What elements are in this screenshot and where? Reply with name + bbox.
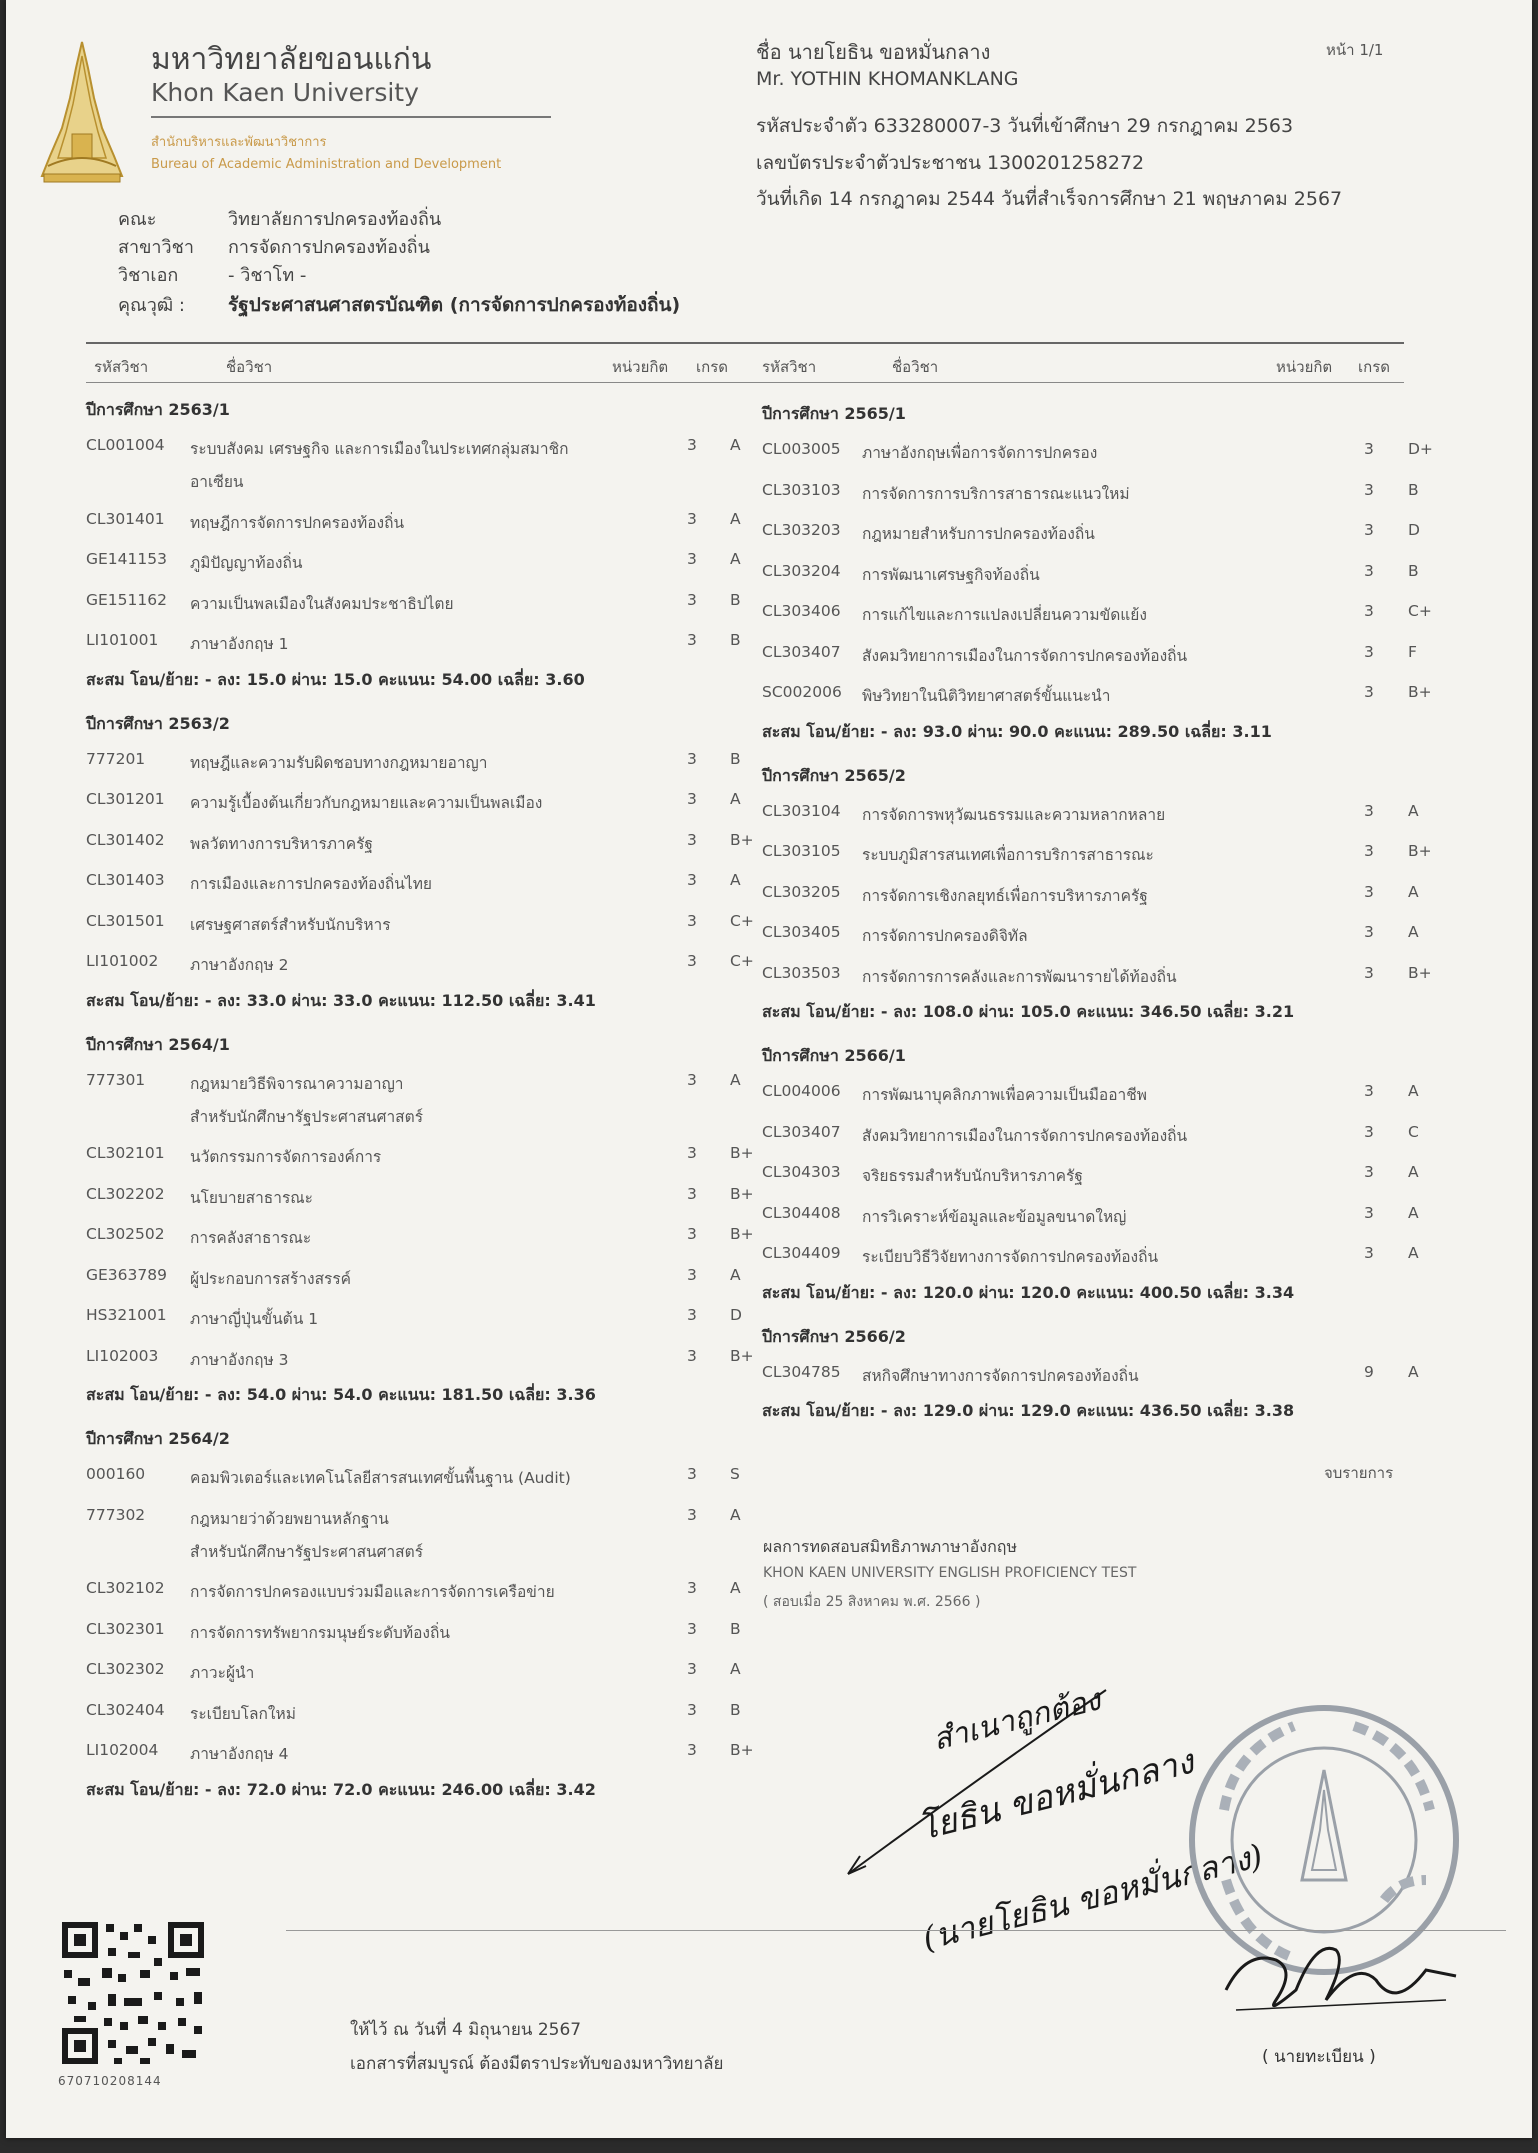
course-name: สหกิจศึกษาทางการจัดการปกครองท้องถิ่น (862, 1366, 1139, 1385)
course-credit: 3 (687, 1660, 697, 1678)
course-grade: C (1408, 1122, 1419, 1141)
course-code: CL303105 (762, 842, 841, 860)
course-name: การคลังสาธารณะ (190, 1229, 312, 1247)
course-name: ภูมิปัญญาท้องถิ่น (190, 554, 303, 572)
end-of-list: จบรายการ (1324, 1464, 1394, 1482)
english-test-name: KHON KAEN UNIVERSITY ENGLISH PROFICIENCY TEST (763, 1565, 1137, 1581)
registrar-signature (1206, 1920, 1466, 2030)
course-code: 777301 (86, 1070, 146, 1089)
registrar-label: ( นายทะเบียน ) (1262, 2047, 1376, 2067)
course-credit: 3 (687, 1505, 697, 1524)
transcript-page (6, 0, 1532, 2138)
course-name: การจัดการเชิงกลยุทธ์เพื่อการบริหารภาครัฐ (862, 886, 1148, 905)
course-name: คอมพิวเตอร์และเทคโนโลยีสารสนเทศขั้นพื้นฐาน (Audit) (190, 1469, 571, 1487)
term-summary: สะสม โอน/ย้าย: - ลง: 15.0 ผ่าน: 15.0 คะแนน: 54.00 เฉลี่ย: 3.60 (86, 669, 585, 689)
col-header-grade-left: เกรด (696, 358, 729, 376)
course-code: CL302102 (86, 1579, 165, 1597)
handwriting-line-1: สำเนาถูกต้อง (929, 1682, 1105, 1758)
course-name: การจัดการการคลังและการพัฒนารายได้ท้องถิ่น (862, 967, 1177, 986)
course-code: 777201 (86, 749, 146, 768)
course-credit: 3 (1364, 1203, 1374, 1222)
col-header-code-left: รหัสวิชา (94, 358, 149, 376)
student-name-th: ชื่อ นายโยธิน ขอหมั่นกลาง (756, 40, 991, 64)
course-credit: 3 (1364, 642, 1374, 661)
qr-code-icon (58, 1918, 208, 2068)
major-value: การจัดการปกครองท้องถิ่น (228, 237, 430, 258)
course-code: CL304303 (762, 1163, 841, 1181)
course-credit: 9 (1364, 1362, 1374, 1381)
course-credit: 3 (1364, 801, 1374, 820)
course-credit: 3 (687, 509, 697, 528)
term-heading: ปีการศึกษา 2564/1 (86, 1034, 230, 1054)
course-grade: B (1408, 480, 1419, 499)
course-grade: B+ (730, 1225, 754, 1243)
course-grade: C+ (1408, 602, 1432, 620)
course-credit: 3 (687, 1306, 697, 1324)
col-header-code-right: รหัสวิชา (762, 358, 817, 376)
course-name: ภาษาอังกฤษเพื่อการจัดการปกครอง (862, 444, 1098, 462)
course-credit: 3 (1364, 842, 1374, 860)
handwriting-line-3: (นายโยธิน ขอหมั่นกลาง) (918, 1836, 1267, 1958)
course-code: 777302 (86, 1505, 146, 1524)
course-grade: B (730, 590, 741, 609)
student-id-line: รหัสประจำตัว 633280007-3 วันที่เข้าศึกษา 29 กรกฎาคม 2563 (756, 115, 1294, 137)
course-code: CL303204 (762, 561, 841, 580)
faculty-label: คณะ (118, 209, 157, 230)
course-code: CL303406 (762, 602, 841, 620)
faculty-value: วิทยาลัยการปกครองท้องถิ่น (228, 209, 442, 230)
course-name: การเมืองและการปกครองท้องถิ่นไทย (190, 875, 432, 893)
course-grade: B+ (730, 1346, 754, 1365)
course-credit: 3 (687, 749, 697, 768)
bureau-name-en: Bureau of Academic Administration and Development (151, 157, 502, 172)
course-credit: 3 (687, 1225, 697, 1243)
course-name: จริยธรรมสำหรับนักบริหารภาครัฐ (862, 1167, 1083, 1185)
course-name: กฎหมายว่าด้วยพยานหลักฐาน (190, 1509, 389, 1528)
student-name-en: Mr. YOTHIN KHOMANKLANG (756, 68, 1019, 90)
issue-date: ให้ไว้ ณ วันที่ 4 มิถุนายน 2567 (350, 2020, 582, 2040)
course-grade: B+ (730, 830, 754, 849)
course-name: การพัฒนาบุคลิกภาพเพื่อความเป็นมืออาชีพ (862, 1086, 1147, 1104)
course-grade: A (1408, 801, 1419, 820)
course-credit: 3 (687, 1619, 697, 1638)
course-credit: 3 (687, 1265, 697, 1284)
course-credit: 3 (687, 790, 697, 808)
course-grade: A (1408, 1082, 1419, 1100)
term-summary: สะสม โอน/ย้าย: - ลง: 129.0 ผ่าน: 129.0 คะแนน: 436.50 เฉลี่ย: 3.38 (762, 1401, 1295, 1420)
course-name: ทฤษฎีและความรับผิดชอบทางกฎหมายอาญา (190, 753, 488, 772)
course-code: LI101002 (86, 952, 159, 970)
course-credit: 3 (687, 436, 697, 454)
course-code: CL303203 (762, 521, 841, 539)
course-code: CL301403 (86, 871, 165, 889)
course-credit: 3 (687, 911, 697, 930)
course-credit: 3 (687, 590, 697, 609)
footer-rule (286, 1930, 1506, 1931)
course-code: 000160 (86, 1465, 146, 1483)
course-credit: 3 (687, 952, 697, 970)
course-credit: 3 (687, 830, 697, 849)
handwriting-line-2: โยธิน ขอหมั่นกลาง (914, 1741, 1198, 1849)
course-grade: A (1408, 1244, 1419, 1262)
course-grade: B+ (730, 1184, 754, 1203)
course-name: การจัดการทรัพยากรมนุษย์ระดับท้องถิ่น (190, 1623, 450, 1642)
course-code: GE141153 (86, 550, 167, 568)
course-code: CL303407 (762, 1122, 841, 1141)
citizen-id-line: เลขบัตรประจำตัวประชาชน 1300201258272 (756, 152, 1145, 174)
course-grade: B (730, 1619, 741, 1638)
course-credit: 3 (687, 550, 697, 568)
course-name: ผู้ประกอบการสร้างสรรค์ (190, 1269, 352, 1288)
major-label: สาขาวิชา (118, 237, 194, 258)
course-credit: 3 (1364, 440, 1374, 458)
course-grade: B+ (730, 1741, 754, 1759)
course-name: นวัตกรรมการจัดการองค์การ (190, 1148, 382, 1166)
course-grade: A (1408, 1203, 1419, 1222)
course-code: CL303104 (762, 801, 841, 820)
course-name: กฎหมายวิธีพิจารณาความอาญา (190, 1074, 404, 1093)
course-code: CL004006 (762, 1082, 841, 1100)
course-name: เศรษฐศาสตร์สำหรับนักบริหาร (190, 915, 391, 934)
course-grade: A (730, 1070, 741, 1089)
university-logo-icon (36, 38, 128, 188)
term-summary: สะสม โอน/ย้าย: - ลง: 54.0 ผ่าน: 54.0 คะแนน: 181.50 เฉลี่ย: 3.36 (86, 1385, 596, 1404)
english-test-title: ผลการทดสอบสมิทธิภาพภาษาอังกฤษ (763, 1537, 1018, 1556)
course-grade: A (730, 1505, 741, 1524)
col-header-name-left: ชื่อวิชา (226, 358, 273, 376)
term-heading: ปีการศึกษา 2565/2 (762, 765, 906, 785)
course-grade: A (1408, 1362, 1419, 1381)
course-grade: S (730, 1465, 740, 1483)
course-credit: 3 (1364, 521, 1374, 539)
course-name: ภาษาญี่ปุ่นขั้นต้น 1 (190, 1310, 319, 1328)
course-name: ภาษาอังกฤษ 1 (190, 635, 289, 653)
course-name: การพัฒนาเศรษฐกิจท้องถิ่น (862, 565, 1040, 584)
course-code: LI101001 (86, 631, 159, 649)
course-name: สังคมวิทยาการเมืองในการจัดการปกครองท้องถิ่น (862, 646, 1188, 665)
course-name: ภาวะผู้นำ (190, 1664, 255, 1682)
course-code: CL301402 (86, 830, 165, 849)
course-name: การจัดการปกครองแบบร่วมมือและการจัดการเครือข่าย (190, 1583, 555, 1601)
course-name: สังคมวิทยาการเมืองในการจัดการปกครองท้องถิ่น (862, 1126, 1188, 1145)
course-credit: 3 (1364, 882, 1374, 901)
course-credit: 3 (1364, 963, 1374, 982)
course-credit: 3 (687, 1070, 697, 1089)
course-name: พิษวิทยาในนิติวิทยาศาสตร์ขั้นแนะนำ (862, 687, 1111, 705)
course-code: CL304785 (762, 1362, 841, 1381)
header-divider (151, 116, 551, 118)
course-code: CL303503 (762, 963, 841, 982)
course-code: CL003005 (762, 440, 841, 458)
term-heading: ปีการศึกษา 2564/2 (86, 1429, 230, 1448)
course-code: GE151162 (86, 590, 167, 609)
course-name-continued: สำหรับนักศึกษารัฐประศาสนศาสตร์ (190, 1542, 424, 1561)
term-summary: สะสม โอน/ย้าย: - ลง: 93.0 ผ่าน: 90.0 คะแนน: 289.50 เฉลี่ย: 3.11 (762, 721, 1272, 741)
course-grade: D+ (1408, 440, 1433, 458)
course-grade: B+ (1408, 683, 1432, 701)
col-header-grade-right: เกรด (1358, 358, 1391, 376)
col-header-name-right: ชื่อวิชา (892, 358, 939, 376)
course-code: CL304409 (762, 1244, 841, 1262)
minor-value: - วิชาโท - (228, 265, 307, 286)
course-code: LI102003 (86, 1346, 159, 1365)
term-summary: สะสม โอน/ย้าย: - ลง: 120.0 ผ่าน: 120.0 คะแนน: 400.50 เฉลี่ย: 3.34 (762, 1282, 1295, 1302)
course-credit: 3 (1364, 683, 1374, 701)
course-grade: A (1408, 923, 1419, 941)
course-grade: B+ (730, 1144, 754, 1162)
course-credit: 3 (1364, 923, 1374, 941)
course-grade: A (730, 790, 741, 808)
course-grade: A (730, 550, 741, 568)
course-grade: B (1408, 561, 1419, 580)
course-code: CL302502 (86, 1225, 165, 1243)
course-code: CL303103 (762, 480, 841, 499)
course-grade: C+ (730, 952, 754, 970)
course-code: GE363789 (86, 1265, 167, 1284)
course-grade: A (730, 1265, 741, 1284)
term-heading: ปีการศึกษา 2565/1 (762, 404, 906, 423)
course-credit: 3 (687, 631, 697, 649)
course-name: ภาษาอังกฤษ 4 (190, 1745, 289, 1763)
course-name: ระเบียบโลกใหม่ (190, 1704, 296, 1723)
course-grade: B (730, 631, 741, 649)
course-code: CL301201 (86, 790, 165, 808)
course-code: CL302202 (86, 1184, 165, 1203)
birth-graduation-line: วันที่เกิด 14 กรกฎาคม 2544 วันที่สำเร็จการศึกษา 21 พฤษภาคม 2567 (756, 188, 1343, 210)
col-header-credit-right: หน่วยกิต (1276, 358, 1333, 376)
course-credit: 3 (687, 1579, 697, 1597)
col-header-credit-left: หน่วยกิต (612, 358, 669, 376)
course-name: การแก้ไขและการแปลงเปลี่ยนความขัดแย้ง (862, 606, 1147, 624)
course-credit: 3 (1364, 1082, 1374, 1100)
term-summary: สะสม โอน/ย้าย: - ลง: 72.0 ผ่าน: 72.0 คะแนน: 246.00 เฉลี่ย: 3.42 (86, 1779, 596, 1799)
course-code: CL301501 (86, 911, 165, 930)
course-grade: F (1408, 642, 1417, 661)
course-credit: 3 (1364, 561, 1374, 580)
course-grade: A (730, 1579, 741, 1597)
course-name-continued: สำหรับนักศึกษารัฐประศาสนศาสตร์ (190, 1107, 424, 1126)
course-credit: 3 (687, 871, 697, 889)
course-name: ระบบสังคม เศรษฐกิจ และการเมืองในประเทศกลุ่มสมาชิก (190, 440, 569, 458)
course-code: CL302301 (86, 1619, 165, 1638)
course-credit: 3 (687, 1346, 697, 1365)
course-name: ภาษาอังกฤษ 3 (190, 1350, 289, 1369)
course-name: ความเป็นพลเมืองในสังคมประชาธิปไตย (190, 594, 454, 613)
course-code: CL302404 (86, 1700, 165, 1719)
minor-label: วิชาเอก (118, 265, 179, 286)
course-name: การจัดการปกครองดิจิทัล (862, 927, 1028, 945)
course-code: CL302302 (86, 1660, 165, 1678)
course-name: ระเบียบวิธีวิจัยทางการจัดการปกครองท้องถิ่น (862, 1248, 1159, 1266)
course-grade: A (1408, 1163, 1419, 1181)
course-credit: 3 (1364, 602, 1374, 620)
university-name-en: Khon Kaen University (151, 78, 419, 107)
course-grade: D (1408, 521, 1420, 539)
course-credit: 3 (1364, 1122, 1374, 1141)
course-code: HS321001 (86, 1306, 167, 1324)
course-code: SC002006 (762, 683, 842, 701)
validity-note: เอกสารที่สมบูรณ์ ต้องมีตราประทับของมหาวิทยาลัย (350, 2054, 724, 2074)
course-name: ความรู้เบื้องต้นเกี่ยวกับกฎหมายและความเป็นพลเมือง (190, 794, 543, 812)
course-name: กฎหมายสำหรับการปกครองท้องถิ่น (862, 525, 1095, 543)
course-grade: B+ (1408, 842, 1432, 860)
course-credit: 3 (687, 1741, 697, 1759)
course-name-continued: อาเซียน (190, 473, 244, 491)
degree-value: รัฐประศาสนศาสตรบัณฑิต (การจัดการปกครองท้องถิ่น) (228, 294, 681, 316)
english-test-date: ( สอบเมื่อ 25 สิงหาคม พ.ศ. 2566 ) (763, 1594, 981, 1610)
course-credit: 3 (687, 1465, 697, 1483)
course-code: CL301401 (86, 509, 165, 528)
course-name: การจัดการการบริการสาธารณะแนวใหม่ (862, 484, 1130, 503)
course-grade: A (730, 871, 741, 889)
term-summary: สะสม โอน/ย้าย: - ลง: 33.0 ผ่าน: 33.0 คะแนน: 112.50 เฉลี่ย: 3.41 (86, 990, 596, 1010)
course-grade: B+ (1408, 963, 1432, 982)
course-grade: B (730, 1700, 741, 1719)
course-code: CL303405 (762, 923, 841, 941)
page-number: หน้า 1/1 (1326, 41, 1384, 59)
course-grade: A (730, 436, 741, 454)
term-heading: ปีการศึกษา 2563/1 (86, 400, 230, 419)
term-heading: ปีการศึกษา 2566/1 (762, 1046, 906, 1065)
course-grade: A (1408, 882, 1419, 901)
course-grade: B (730, 749, 741, 768)
course-credit: 3 (1364, 1244, 1374, 1262)
table-header-rule (86, 382, 1404, 383)
course-name: การจัดการพหุวัฒนธรรมและความหลากหลาย (862, 805, 1166, 824)
course-credit: 3 (1364, 1163, 1374, 1181)
course-credit: 3 (687, 1144, 697, 1162)
course-grade: C+ (730, 911, 754, 930)
course-credit: 3 (687, 1184, 697, 1203)
course-code: CL303205 (762, 882, 841, 901)
course-grade: D (730, 1306, 742, 1324)
term-heading: ปีการศึกษา 2566/2 (762, 1326, 906, 1346)
course-name: นโยบายสาธารณะ (190, 1188, 313, 1207)
course-code: LI102004 (86, 1741, 159, 1759)
course-name: ทฤษฎีการจัดการปกครองท้องถิ่น (190, 513, 405, 532)
term-heading: ปีการศึกษา 2563/2 (86, 713, 230, 733)
qr-number: 670710208144 (58, 2074, 162, 2088)
bureau-name-th: สำนักบริหารและพัฒนาวิชาการ (151, 135, 327, 150)
course-code: CL303407 (762, 642, 841, 661)
course-name: การวิเคราะห์ข้อมูลและข้อมูลขนาดใหญ่ (862, 1207, 1127, 1226)
course-credit: 3 (687, 1700, 697, 1719)
course-name: ระบบภูมิสารสนเทศเพื่อการบริการสาธารณะ (862, 846, 1154, 864)
university-name-th: มหาวิทยาลัยขอนแก่น (151, 42, 432, 77)
course-name: พลวัตทางการบริหารภาครัฐ (190, 834, 373, 853)
table-top-rule (86, 342, 1404, 344)
course-code: CL304408 (762, 1203, 841, 1222)
course-grade: A (730, 1660, 741, 1678)
degree-label: คุณวุฒิ : (118, 295, 185, 316)
course-credit: 3 (1364, 480, 1374, 499)
term-summary: สะสม โอน/ย้าย: - ลง: 108.0 ผ่าน: 105.0 คะแนน: 346.50 เฉลี่ย: 3.21 (762, 1002, 1295, 1021)
course-code: CL302101 (86, 1144, 165, 1162)
course-grade: A (730, 509, 741, 528)
course-code: CL001004 (86, 436, 165, 454)
course-name: ภาษาอังกฤษ 2 (190, 956, 289, 974)
